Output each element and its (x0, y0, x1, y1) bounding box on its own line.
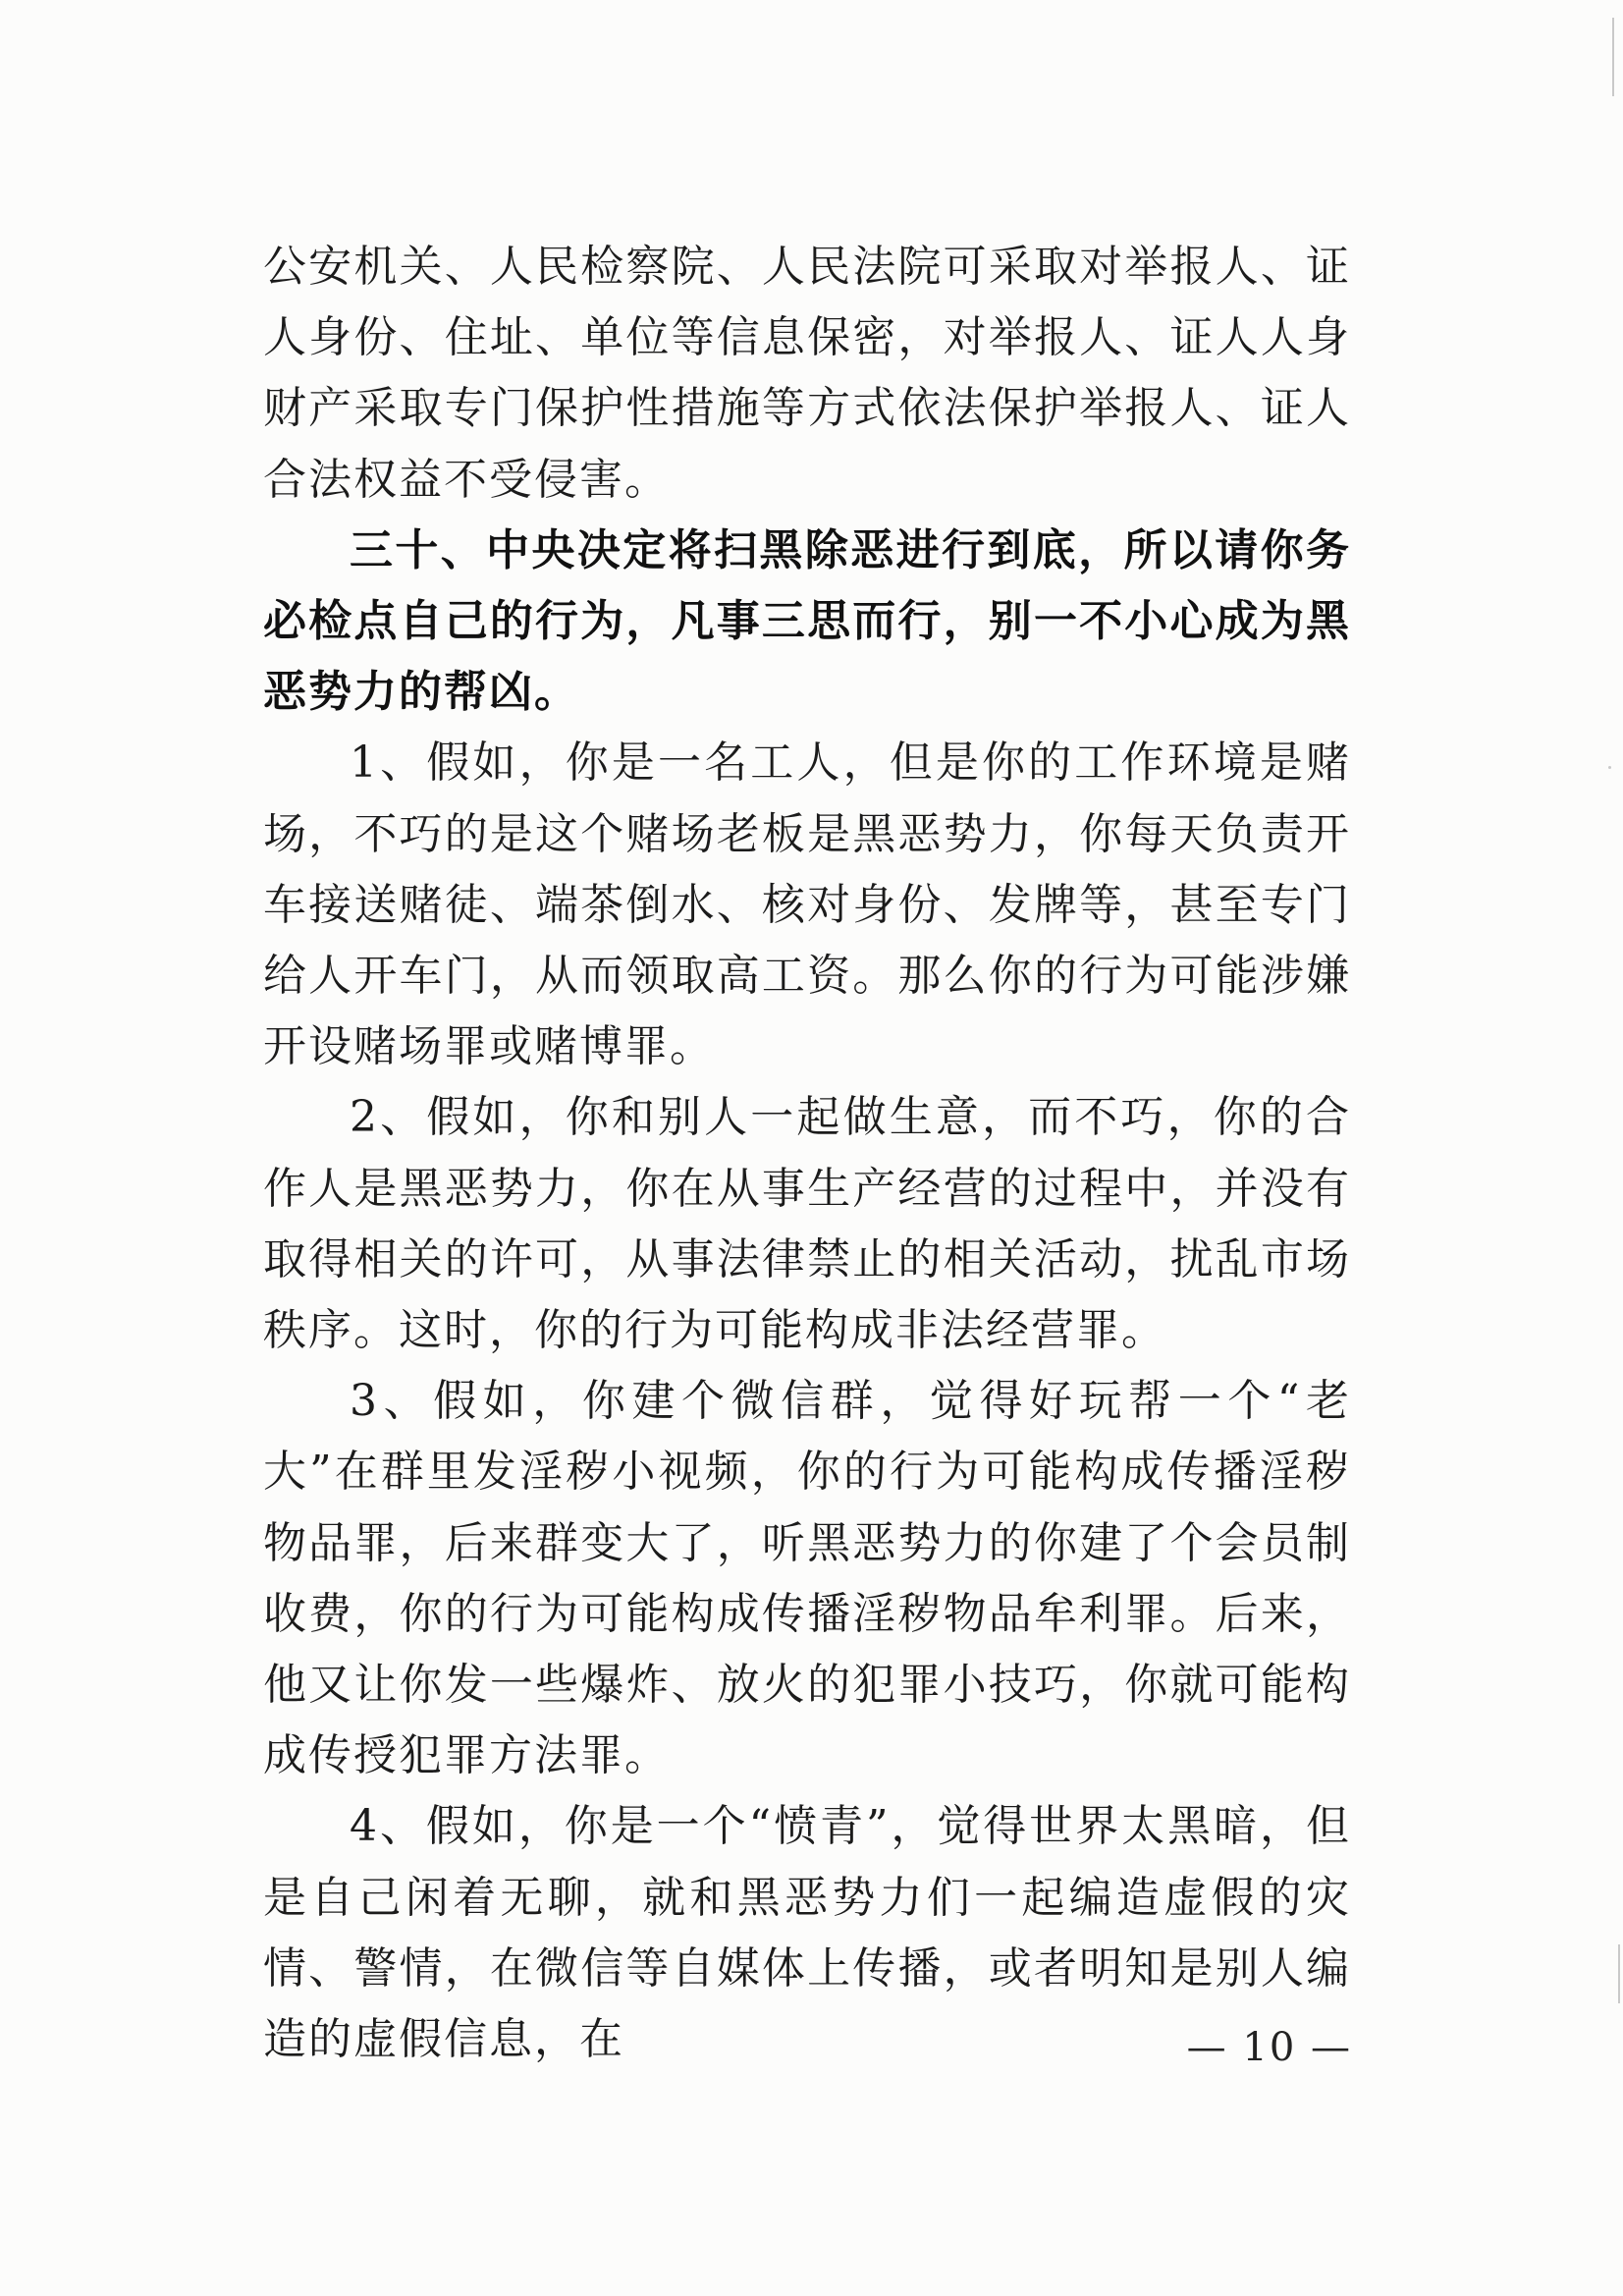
paragraph-item-1: 1、假如，你是一名工人，但是你的工作环境是赌场，不巧的是这个赌场老板是黑恶势力，你每天负责开车接送赌徒、端茶倒水、核对身份、发牌等，甚至专门给人开车门，从而领取高工资。那么你的行为可能涉嫌开设赌场罪或赌博罪。 (263, 738, 1351, 1072)
scan-dust-mark (1608, 766, 1611, 769)
paragraph-item-4: 4、假如，你是一个“愤青”，觉得世界太黑暗，但是自己闲着无聊，就和黑恶势力们一起编造虚假的灾情、警情，在微信等自媒体上传播，或者明知是别人编造的虚假信息，在 (263, 1801, 1351, 2065)
section-heading-30: 三十、中央决定将扫黑除恶进行到底，所以请你务必检点自己的行为，凡事三思而行，别一不小心成为黑恶势力的帮凶。 (263, 524, 1351, 718)
paragraph-continuation: 公安机关、人民检察院、人民法院可采取对举报人、证人身份、住址、单位等信息保密，对举报人、证人人身财产采取专门保护性措施等方式依法保护举报人、证人合法权益不受侵害。 (263, 242, 1351, 505)
page-number: — 10 — (1186, 2025, 1352, 2070)
paragraph-item-3: 3、假如，你建个微信群，觉得好玩帮一个“老大”在群里发淫秽小视频，你的行为可能构成传播淫秽物品罪，后来群变大了，听黑恶势力的你建了个会员制收费，你的行为可能构成传播淫秽物品牟利罪。后来，他又让你发一些爆炸、放火的犯罪小技巧，你就可能构成传授犯罪方法罪。 (263, 1376, 1351, 1781)
paragraph-item-2: 2、假如，你和别人一起做生意，而不巧，你的合作人是黑恶势力，你在从事生产经营的过程中，并没有取得相关的许可，从事法律禁止的相关活动，扰乱市场秩序。这时，你的行为可能构成非法经营罪。 (263, 1092, 1351, 1356)
document-body (263, 232, 1351, 2075)
scan-edge-mark (1618, 1944, 1620, 2003)
scan-edge-mark (1612, 18, 1614, 96)
